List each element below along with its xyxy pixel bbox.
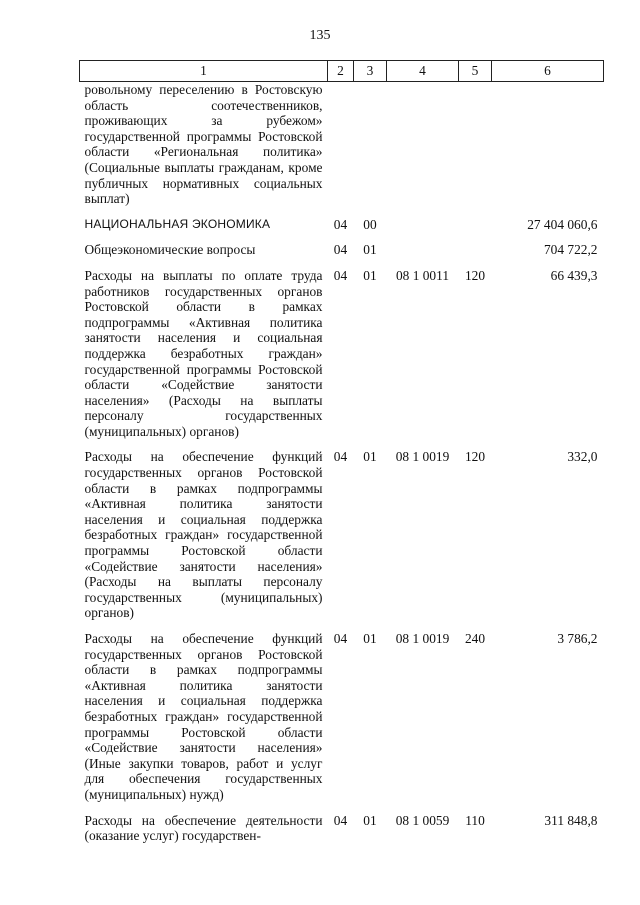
table-header-row <box>80 61 604 82</box>
row-amount: 27 404 060,6 <box>527 216 598 232</box>
row-target-article <box>387 207 459 233</box>
row-subsection: 00 <box>363 216 377 232</box>
row-section <box>328 82 354 207</box>
row-target-article <box>387 82 459 207</box>
row-amount: 311 848,8 <box>544 812 598 828</box>
row-description: Расходы на обеспечение деятельности (оказание услуг) государствен- <box>84 812 323 844</box>
row-subsection: 01 <box>363 267 377 283</box>
header-col-5: 5 <box>459 61 492 82</box>
header-col-1: 1 <box>80 61 328 82</box>
row-amount: 66 439,3 <box>550 267 598 283</box>
row-target-article: 08 1 0019 <box>395 449 450 465</box>
row-target-article: 08 1 0059 <box>395 812 450 828</box>
row-expense-type: 110 <box>465 812 485 828</box>
row-description: Расходы на выплаты по оплате труда работников государственных органов Ростовской области в рамках подпрограммы «Активная политика занятости населения и социальная поддержка безработных граждан» государственной программы Ростовской области «Содействие занятости населения» (Расходы на выплаты персоналу государственных (муниципальных) органов) <box>84 267 323 439</box>
table-row <box>80 803 604 844</box>
row-description: Общеэкономические вопросы <box>84 242 256 258</box>
row-subsection: 01 <box>363 631 377 646</box>
header-col-2: 2 <box>328 61 354 82</box>
row-expense-type: 240 <box>464 631 486 646</box>
row-section: 04 <box>333 812 348 828</box>
row-amount <box>492 82 604 207</box>
row-amount: 332,0 <box>567 449 598 465</box>
row-target-article: 08 1 0019 <box>395 631 450 646</box>
row-section: 04 <box>333 216 348 232</box>
table-row <box>80 207 604 233</box>
row-expense-type <box>459 232 492 258</box>
row-section: 04 <box>333 242 348 258</box>
row-expense-type: 120 <box>464 267 486 283</box>
budget-table-container <box>79 60 603 844</box>
row-description: НАЦИОНАЛЬНАЯ ЭКОНОМИКА <box>84 216 271 231</box>
table-row <box>80 621 604 803</box>
table-row <box>80 258 604 440</box>
row-section: 04 <box>333 631 348 646</box>
table-row <box>80 232 604 258</box>
header-col-3: 3 <box>354 61 387 82</box>
page-number: 135 <box>309 28 331 43</box>
row-section: 04 <box>333 267 348 283</box>
row-target-article <box>387 232 459 258</box>
row-subsection: 01 <box>363 242 377 258</box>
header-col-4: 4 <box>387 61 459 82</box>
row-amount: 3 786,2 <box>557 631 598 646</box>
table-row <box>80 439 604 621</box>
budget-table <box>79 60 604 844</box>
table-row <box>80 82 604 207</box>
header-col-6: 6 <box>492 61 604 82</box>
row-target-article: 08 1 0011 <box>395 267 450 283</box>
row-description: Расходы на обеспечение функций государственных органов Ростовской области в рамках подпрограммы «Активная политика занятости населения и социальная поддержка безработных граждан» государственной программы Ростовской области «Содействие занятости населения» (Расходы на выплаты персоналу государственных (муниципальных) органов) <box>84 449 323 621</box>
row-subsection <box>354 82 387 207</box>
row-subsection: 01 <box>363 449 377 465</box>
row-expense-type <box>459 82 492 207</box>
row-amount: 704 722,2 <box>543 242 598 258</box>
row-description: Расходы на обеспечение функций государственных органов Ростовской области в рамках подпрограммы «Активная политика занятости населения и социальная поддержка безработных граждан» государственной программы Ростовской области «Содействие занятости населения» (Иные закупки товаров, работ и услуг для обеспечения государственных (муниципальных) нужд) <box>84 631 323 802</box>
row-section: 04 <box>333 449 348 465</box>
row-subsection: 01 <box>363 812 377 828</box>
row-expense-type <box>459 207 492 233</box>
row-description: ровольному переселению в Ростовскую область соотечественников, проживающих за рубежом» государственной программы Ростовской области «Региональная политика» (Социальные выплаты гражданам, кроме публичных нормативных социальных выплат) <box>84 82 323 207</box>
row-expense-type: 120 <box>464 449 486 465</box>
